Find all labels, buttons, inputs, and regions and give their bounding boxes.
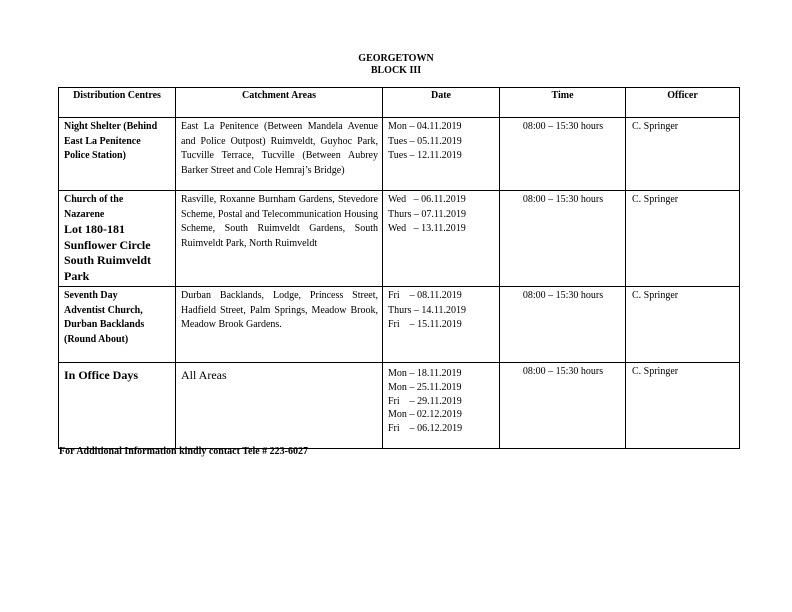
centre-line: In Office Days [64,368,138,382]
table-row [59,118,740,191]
column-header-distribution-centres: Distribution Centres [59,88,176,118]
time-value: 08:00 – 15:30 hours [522,290,604,301]
date-entry: Mon – 02.12.2019 [388,409,462,421]
officer-name: C. Springer [632,366,679,377]
centre-line: Seventh Day [64,290,118,301]
time-cell [500,287,626,363]
officer-cell [626,363,740,449]
table-row [59,363,740,449]
centre-line: Durban Backlands [64,319,145,330]
centre-line: Park [64,268,90,283]
contact-footer-note: For Additional Information kindly contact Tele # 223-6027 [59,446,309,457]
table-row [59,287,740,363]
officer-cell [626,191,740,287]
catchment-areas-text: All Areas [181,368,227,382]
date-entry: Thurs – 14.11.2019 [388,304,466,316]
centre-line: Lot 180-181 [64,222,125,236]
catchment-areas-text: Durban Backlands, Lodge, Princess Street, Hadfield Street, Palm Springs, Meadow Brook, Meadow Brook Gardens. [181,290,378,330]
officer-name: C. Springer [632,121,679,132]
column-header-catchment-areas: Catchment Areas [176,88,383,118]
catchment-areas-text: Rasville, Roxanne Burnham Gardens, Stevedore Scheme, Postal and Telecommunication Housing Scheme, South Ruimveldt Gardens, South Ruimveldt Park, North Ruimveldt [181,194,378,249]
time-cell [500,191,626,287]
centre-line: Nazarene [64,208,105,220]
centre-line: (Round About) [64,333,129,345]
date-cell [383,363,500,449]
centre-line: Night Shelter (Behind [64,121,158,132]
date-entry: Fri – 06.12.2019 [388,423,463,435]
date-entry: Mon – 04.11.2019 [388,121,462,132]
date-entry: Fri – 29.11.2019 [388,395,462,407]
date-entry: Mon – 18.11.2019 [388,368,462,379]
catchment-areas-cell [176,287,383,363]
officer-name: C. Springer [632,194,679,205]
distribution-schedule-table [58,87,740,449]
date-cell [383,287,500,363]
catchment-areas-cell [176,191,383,287]
distribution-centre-cell [59,118,176,191]
officer-cell [626,287,740,363]
time-value: 08:00 – 15:30 hours [522,194,604,205]
date-entry: Wed – 06.11.2019 [388,194,466,205]
distribution-centre-cell [59,363,176,449]
centre-line: Adventist Church, [64,304,143,316]
centre-line: Church of the [64,194,124,205]
catchment-areas-cell [176,363,383,449]
date-entry: Fri – 08.11.2019 [388,290,462,301]
centre-line: South Ruimveldt [64,253,152,267]
time-cell [500,118,626,191]
date-entry: Wed – 13.11.2019 [388,223,466,234]
column-header-time: Time [500,88,626,118]
centre-line: Police Station) [64,150,126,161]
page-title: GEORGETOWN [358,53,434,64]
column-header-date: Date [383,88,500,118]
officer-cell [626,118,740,191]
catchment-areas-cell [176,118,383,191]
time-value: 08:00 – 15:30 hours [522,121,604,132]
centre-line: Sunflower Circle [64,237,151,252]
date-cell [383,118,500,191]
table-row [59,191,740,287]
date-cell [383,191,500,287]
date-entry: Tues – 05.11.2019 [388,135,462,147]
column-header-officer: Officer [626,88,740,118]
date-entry: Mon – 25.11.2019 [388,381,462,393]
table-header-row [59,88,740,118]
page-subtitle: BLOCK III [370,65,422,76]
distribution-centre-cell [59,287,176,363]
time-value: 08:00 – 15:30 hours [522,366,604,377]
date-entry: Tues – 12.11.2019 [388,150,462,161]
date-entry: Fri – 15.11.2019 [388,319,462,330]
officer-name: C. Springer [632,290,679,301]
date-entry: Thurs – 07.11.2019 [388,208,466,220]
catchment-areas-text: East La Penitence (Between Mandela Avenue and Police Outpost) Ruimveldt, Guyhoc Park, Tucville Terrace, Tucville (Between Aubrey Barker Street and Cole Hemraj’s Bridge) [181,121,378,176]
time-cell [500,363,626,449]
centre-line: East La Penitence [64,135,141,147]
distribution-centre-cell [59,191,176,287]
